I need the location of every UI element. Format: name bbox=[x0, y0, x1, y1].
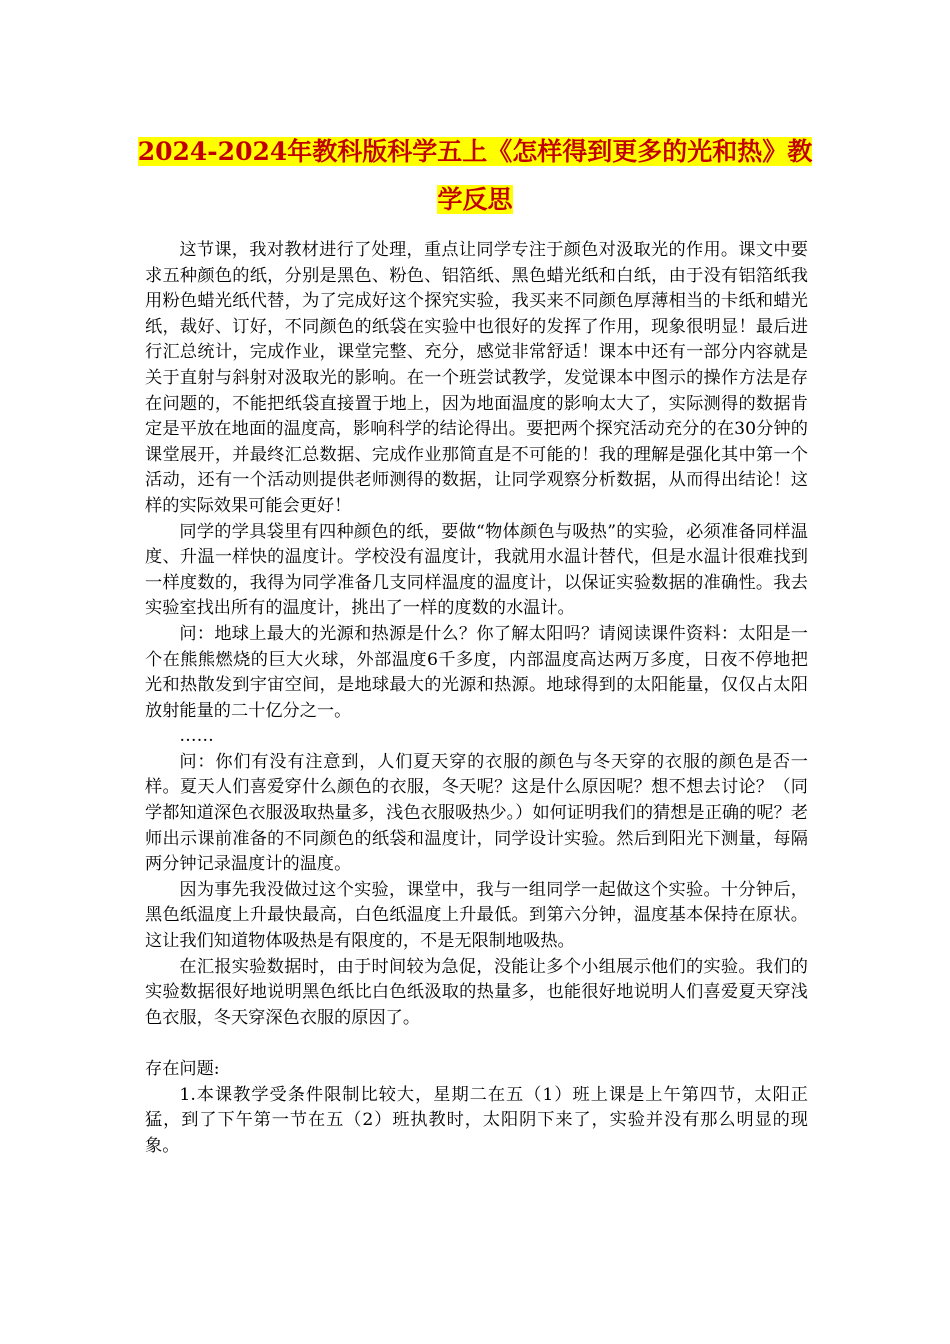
paragraph-5: 因为事先我没做过这个实验，课堂中，我与一组同学一起做这个实验。十分钟后，黑色纸温度上升最快最高，白色纸温度上升最低。到第六分钟，温度基本保持在原状。这让我们知道物体吸热是有限度的，不是无限制地吸热。 bbox=[145, 879, 808, 952]
title-highlight: 2024-2024年教科版科学五上《怎样得到更多的光和热》教学反思 bbox=[137, 137, 813, 214]
paragraph-2: 同学的学具袋里有四种颜色的纸，要做“物体颜色与吸热”的实验，必须准备同样温度、升温一样快的温度计。学校没有温度计，我就用水温计替代，但是水温计很难找到一样度数的，我得为同学准备几支同样温度的温度计，以保证实验数据的准确性。我去实验室找出所有的温度计，挑出了一样的度数的水温计。 bbox=[145, 521, 808, 619]
paragraph-1: 这节课，我对教材进行了处理，重点让同学专注于颜色对汲取光的作用。课文中要求五种颜色的纸，分别是黑色、粉色、铝箔纸、黑色蜡光纸和白纸，由于没有铝箔纸我用粉色蜡光纸代替，为了完成好这个探究实验，我买来不同颜色厚薄相当的卡纸和蜡光纸，裁好、订好，不同颜色的纸袋在实验中也很好的发挥了作用，现象很明显！最后进行汇总统计，完成作业，课堂完整、充分，感觉非常舒适！课本中还有一部分内容就是关于直射与斜射对汲取光的影响。在一个班尝试教学，发觉课本中图示的操作方法是存在问题的，不能把纸袋直接置于地上，因为地面温度的影响太大了，实际测得的数据肯定是平放在地面的温度高，影响科学的结论得出。要把两个探究活动充分的在30分钟的课堂展开，并最终汇总数据、完成作业那简直是不可能的！我的理解是强化其中第一个活动，还有一个活动则提供老师测得的数据，让同学观察分析数据，从而得出结论！这样的实际效果可能会更好！ bbox=[145, 240, 808, 516]
document-body bbox=[145, 238, 808, 1159]
problems-heading: 存在问题: bbox=[145, 1059, 220, 1079]
blank-line bbox=[145, 1031, 808, 1057]
paragraph-3: 问：地球上最大的光源和热源是什么？你了解太阳吗？请阅读课件资料：太阳是一个在熊熊燃烧的巨大火球，外部温度6千多度，内部温度高达两万多度，日夜不停地把光和热散发到宇宙空间，是地球最大的光源和热源。地球得到的太阳能量，仅仅占太阳放射能量的二十亿分之一。 bbox=[145, 623, 808, 721]
paragraph-6: 在汇报实验数据时，由于时间较为急促，没能让多个小组展示他们的实验。我们的实验数据很好地说明黑色纸比白色纸汲取的热量多，也能很好地说明人们喜爱夏天穿浅色衣服，冬天穿深色衣服的原因了。 bbox=[145, 956, 808, 1028]
document-title bbox=[130, 128, 820, 224]
problem-item-1: 1.本课教学受条件限制比较大，星期二在五（1）班上课是上午第四节，太阳正猛，到了下午第一节在五（2）班执教时，太阳阴下来了，实验并没有那么明显的现象。 bbox=[145, 1084, 808, 1156]
paragraph-4: 问：你们有没有注意到，人们夏天穿的衣服的颜色与冬天穿的衣服的颜色是否一样。夏天人们喜爱穿什么颜色的衣服，冬天呢？这是什么原因呢？想不想去讨论？（同学都知道深色衣服汲取热量多，浅色衣服吸热少。）如何证明我们的猜想是正确的呢？老师出示课前准备的不同颜色的纸袋和温度计，同学设计实验。然后到阳光下测量，每隔两分钟记录温度计的温度。 bbox=[145, 751, 808, 875]
ellipsis-paragraph: …… bbox=[179, 726, 214, 747]
